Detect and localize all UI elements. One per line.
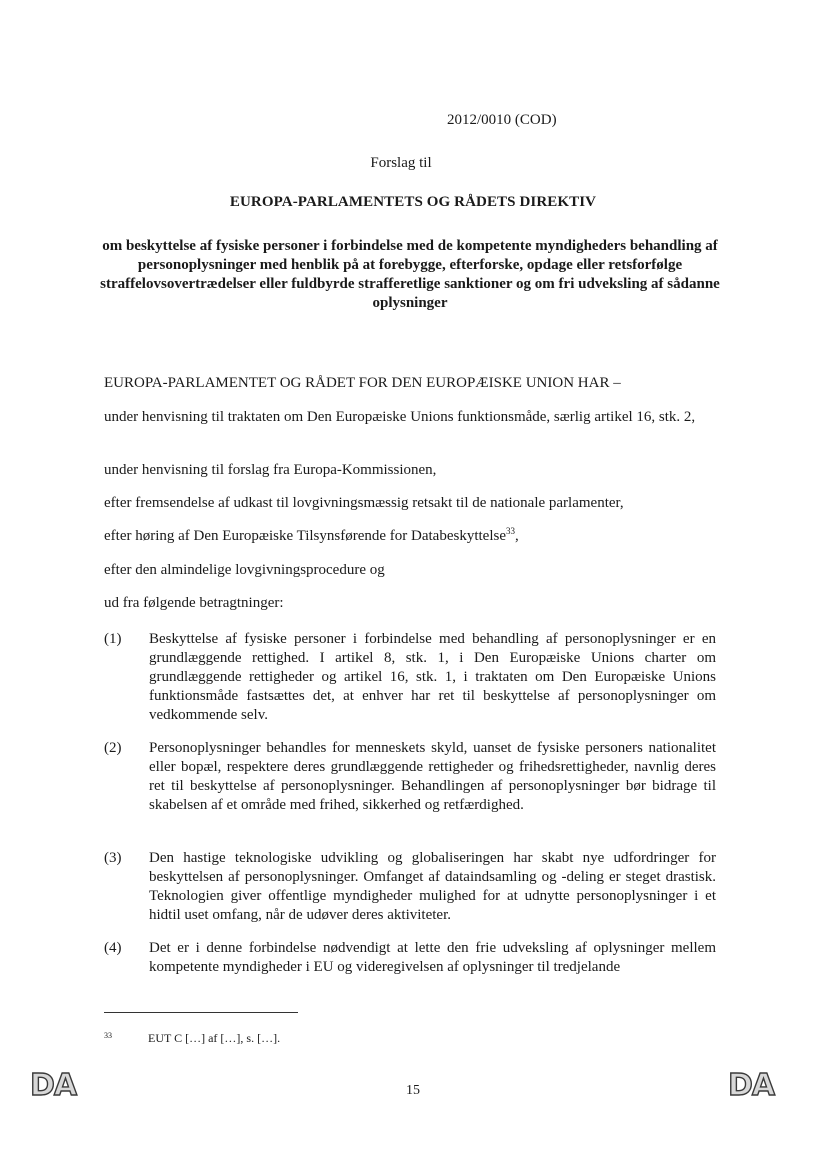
footnote (104, 1031, 280, 1046)
citation-text: efter høring af Den Europæiske Tilsynsførende for Databeskyttelse (104, 528, 506, 544)
citation: under henvisning til traktaten om Den Europæiske Unions funktionsmåde, særlig artikel 16, stk. 2, (104, 409, 696, 425)
citation: ud fra følgende betragtninger: (104, 595, 284, 611)
citation: under henvisning til forslag fra Europa-Kommissionen, (104, 462, 437, 478)
language-code-right: DA (728, 1068, 775, 1103)
footnote-text: EUT C […] af […], s. […]. (148, 1031, 281, 1045)
language-code-left: DA (30, 1068, 77, 1103)
recital (104, 630, 716, 725)
recital-number: (1) (104, 631, 122, 647)
recital-text: Personoplysninger behandles for menneskets skyld, uanset de fysiske personers nationalitet eller bopæl, respektere deres grundlæggende rettigheder og frihedsrettigheder, navnlig deres ret til beskyttelse af personoplysninger. Behandlingen af personoplysninger bør bidrage til skabelsen af et område med frihed, sikkerhed og retfærdighed. (149, 740, 716, 813)
citation: efter fremsendelse af udkast til lovgivningsmæssig retsakt til de nationale parlamenter, (104, 495, 624, 511)
page-number: 15 (406, 1083, 420, 1098)
footnote-number: 33 (104, 1031, 112, 1040)
recital-text: Beskyttelse af fysiske personer i forbindelse med behandling af personoplysninger er en grundlæggende rettighed. I artikel 8, stk. 1, i Den Europæiske Unions charter om grundlæggende rettigheder og artikel 16, stk. 1, i traktaten om Den Europæiske Unions funktionsmåde fastsættes det, at enhver har ret til beskyttelse af personoplysninger om vedkommende selv. (149, 631, 716, 723)
recital (104, 939, 716, 977)
document-title: EUROPA-PARLAMENTETS OG RÅDETS DIREKTIV (229, 194, 597, 210)
citation: efter høring af Den Europæiske Tilsynsførende for Databeskyttelse$^{33}$, (104, 526, 519, 544)
citation: efter den almindelige lovgivningsprocedure og (104, 562, 385, 578)
recital-number: (2) (104, 740, 122, 756)
recital-number: (4) (104, 940, 122, 956)
recital-number: (3) (104, 850, 122, 866)
recital-text: Det er i denne forbindelse nødvendigt at lette den frie udveksling af oplysninger mellem kompetente myndigheder i EU og videregivelsen af oplysninger til tredjelande (149, 940, 716, 975)
footnote-ref[interactable]: 33 (506, 526, 515, 536)
preamble-heading: EUROPA-PARLAMENTET OG RÅDET FOR DEN EUROPÆISKE UNION HAR – (104, 375, 621, 391)
document-subtitle: om beskyttelse af fysiske personer i forbindelse med de kompetente myndigheders behandling af personoplysninger med henblik på at forebygge, efterforske, opdage eller retsforfølge straffelovsovertrædelser eller fuldbyrde strafferetlige sanktioner og om fri udveksling af sådanne oplysninger (100, 238, 720, 311)
proposal-label: Forslag til (370, 155, 432, 171)
document-reference: 2012/0010 (COD) (447, 112, 557, 128)
footnote-divider (104, 1012, 298, 1013)
recital-text: Den hastige teknologiske udvikling og globaliseringen har skabt nye udfordringer for beskyttelsen af personoplysninger. Omfanget af dataindsamling og -deling er steget drastisk. Teknologien giver offentlige myndigheder mulighed for at udnytte personoplysninger i et hidtil uset omfang, når de udøver deres aktiviteter. (149, 850, 716, 923)
recital (104, 849, 716, 925)
recital (104, 739, 716, 815)
